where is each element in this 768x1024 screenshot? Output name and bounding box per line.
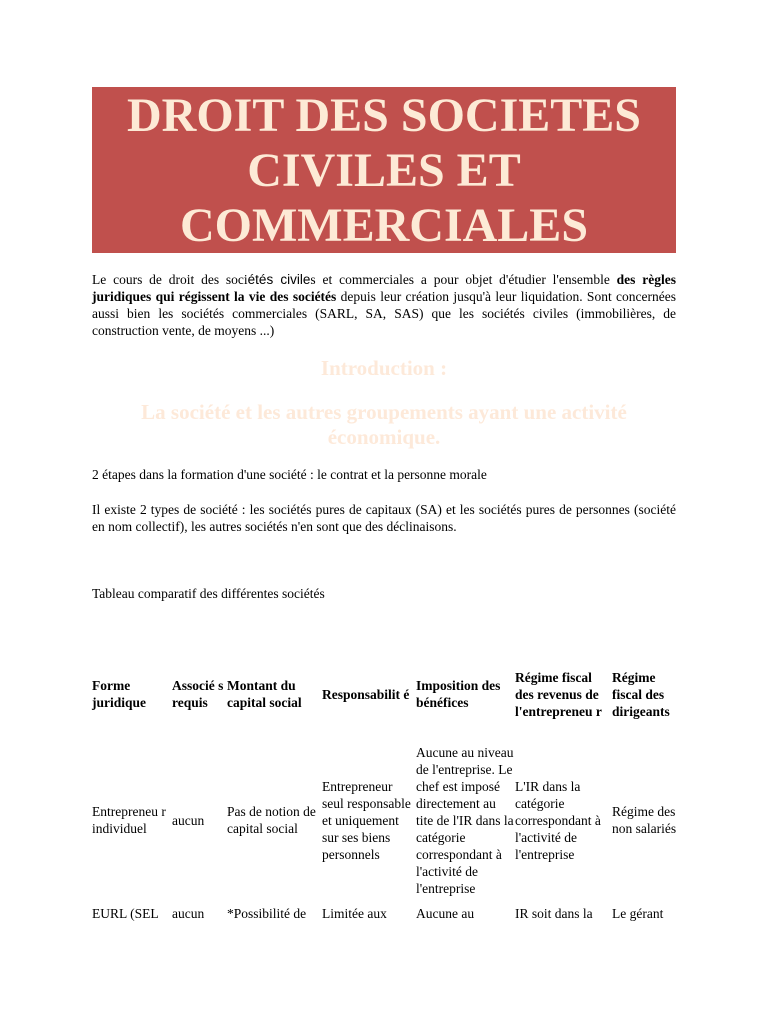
paragraph-tableau: Tableau comparatif des différentes sociétés xyxy=(92,586,325,601)
table-cell: Le gérant xyxy=(612,906,664,921)
table-cell: Régime des non salariés xyxy=(612,804,677,836)
paragraph-types: Il existe 2 types de société : les sociétés pures de capitaux (SA) et les sociétés pures de personnes (société en nom collectif), les autres sociétés n'en sont que des déclinaisons. xyxy=(92,502,676,534)
table-header-row xyxy=(92,653,682,735)
intro-text-1: Le cours de droit des soci xyxy=(92,272,248,287)
table-cell: Aucune au xyxy=(416,906,475,921)
heading-introduction: Introduction : xyxy=(320,356,448,380)
comparison-table xyxy=(92,653,682,922)
intro-bold-text: des règles juridiques qui régissent la vie des sociétés xyxy=(92,272,676,304)
intro-text-2: étés civile xyxy=(247,272,311,287)
intro-text-4: depuis leur création jusqu'à leur liquidation. Sont concernées aussi bien les sociétés commerciales (SARL, SA, SAS) que les sociétés civiles (immobilières, de construction vente, de moyens ...) xyxy=(92,289,676,338)
table-cell: L'IR dans la catégorie correspondant à l'activité de l'entreprise xyxy=(515,778,601,862)
table-cell: *Possibilité de xyxy=(227,906,307,921)
header-cell: Régime fiscal des revenus de l'entrepreneu r xyxy=(515,669,602,719)
header-cell: Régime fiscal des dirigeants xyxy=(612,669,670,719)
table-row xyxy=(92,905,682,922)
title-line-3: COMMERCIALES xyxy=(179,199,589,252)
table-cell: Pas de notion de capital social xyxy=(227,804,316,836)
header-cell: Montant du capital social xyxy=(227,678,302,710)
header-cell: Associé s requis xyxy=(172,678,224,710)
title-line-2: CIVILES ET xyxy=(247,144,521,197)
table-cell: Aucune au niveau de l'entreprise. Le chef est imposé directement au tite de l'IR dans la catégorie correspondant à l'activité de l'entreprise xyxy=(416,744,514,896)
table-cell: Limitée aux xyxy=(322,906,387,921)
table-cell: IR soit dans la xyxy=(515,906,593,921)
table-row xyxy=(92,735,682,905)
header-cell: Forme juridique xyxy=(92,678,147,710)
document-title-banner xyxy=(92,87,676,253)
table-cell: aucun xyxy=(172,812,205,828)
intro-paragraph xyxy=(92,271,676,339)
title-line-1: DROIT DES SOCIETES xyxy=(127,89,641,142)
intro-text-3: s et commerciales a pour objet d'étudier l'ensemble xyxy=(310,272,617,287)
table-cell: EURL (SEL xyxy=(92,906,159,921)
header-cell: Responsabilit é xyxy=(322,686,410,702)
header-cell: Imposition des bénéfices xyxy=(416,678,501,710)
table-cell: Entrepreneur seul responsable et uniquement sur ses biens personnels xyxy=(322,778,411,862)
heading-section: La société et les autres groupements ayant une activité économique. xyxy=(141,400,627,449)
paragraph-etapes: 2 étapes dans la formation d'une société : le contrat et la personne morale xyxy=(92,467,487,482)
table-cell: aucun xyxy=(172,906,205,921)
table-cell: Entrepreneu r individuel xyxy=(92,804,166,836)
